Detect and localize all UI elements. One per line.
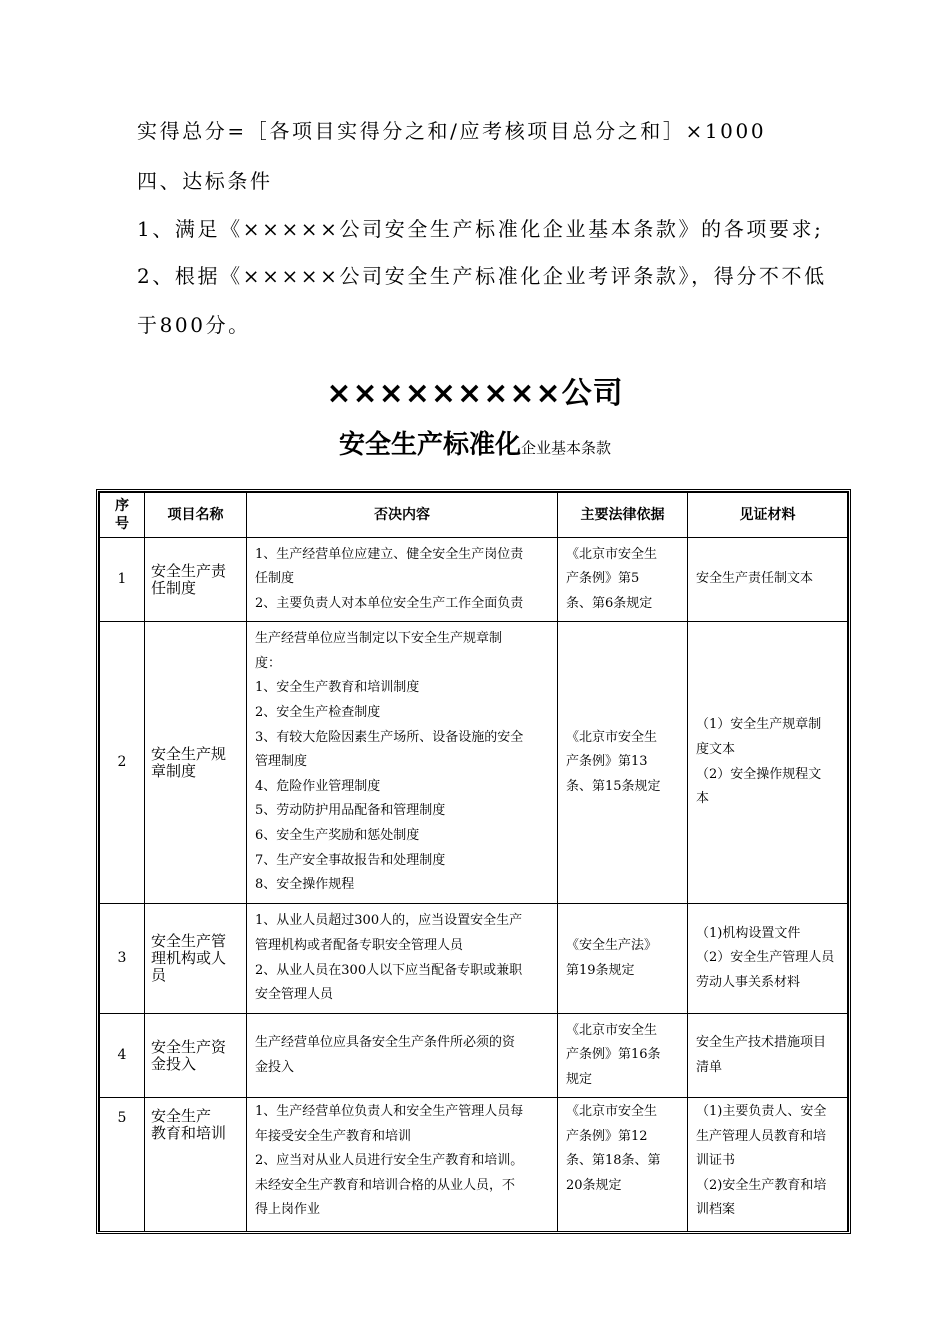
- cell-legal-basis: [558, 1098, 688, 1235]
- cell-line: 5、劳动防护用品配备和管理制度: [255, 803, 446, 819]
- cell-line: 规定: [566, 1071, 593, 1087]
- cell-line: 《北京市安全生: [566, 729, 658, 745]
- cell-item-name: [145, 1014, 247, 1098]
- cell-line: （1)主要负责人、安全: [696, 1104, 827, 1119]
- cell-veto-content: [247, 538, 558, 622]
- cell-line: 得上岗作业: [255, 1202, 321, 1218]
- table-row: [100, 1098, 848, 1235]
- cell-veto-content: [247, 622, 558, 904]
- cell-line: 安全生产规: [151, 744, 227, 763]
- table-row: [100, 622, 848, 904]
- cell-veto-content: [247, 1098, 558, 1235]
- cell-line: 金投入: [255, 1059, 295, 1075]
- cell-line: 安全生产责任制文本: [696, 571, 814, 587]
- cell-evidence: [688, 538, 848, 622]
- cell-line: 1、安全生产教育和培训制度: [255, 680, 420, 696]
- table-row: [100, 904, 848, 1014]
- cell-line: 产条例》第5: [566, 571, 640, 587]
- cell-line: 教育和培训: [151, 1124, 227, 1142]
- cell-line: 安全管理人员: [255, 987, 334, 1003]
- cell-seq: 4: [100, 1014, 145, 1098]
- cell-line: 《北京市安全生: [566, 1022, 658, 1038]
- cell-item-name: [145, 538, 247, 622]
- header-veto-content: 否决内容: [247, 493, 558, 538]
- cell-evidence: [688, 904, 848, 1014]
- cell-line: 金投入: [151, 1054, 197, 1073]
- cell-seq: 1: [100, 538, 145, 622]
- paragraph-section-heading: 四、达标条件: [137, 169, 273, 193]
- cell-line: 安全生产管: [151, 932, 227, 950]
- cell-line: 1、从业人员超过300人的，应当设置安全生产: [255, 913, 523, 929]
- cell-line: （2）安全操作规程文: [696, 766, 822, 782]
- cell-line: （1)机构设置文件: [696, 925, 801, 941]
- cell-line: 条、第15条规定: [566, 778, 661, 794]
- cell-evidence: [688, 1098, 848, 1235]
- cell-legal-basis: [558, 1014, 688, 1098]
- cell-line: 章制度: [151, 761, 197, 780]
- paragraph-score-formula: 实得总分=［各项目实得分之和/应考核项目总分之和］×1000: [137, 119, 767, 143]
- company-title: ×××××××××公司: [326, 376, 624, 411]
- cell-line: 1、生产经营单位应建立、健全安全生产岗位责: [255, 546, 524, 562]
- cell-line: 7、生产安全事故报告和处理制度: [255, 852, 446, 868]
- cell-line: 任制度: [151, 578, 197, 597]
- cell-veto-content: [247, 904, 558, 1014]
- table-row: [100, 538, 848, 622]
- cell-line: 理机构或人: [151, 949, 227, 967]
- cell-line: 训档案: [696, 1202, 736, 1218]
- cell-line: 安全生产资: [151, 1037, 227, 1056]
- cell-legal-basis: [558, 538, 688, 622]
- cell-seq: 2: [100, 622, 145, 904]
- cell-item-name: [145, 622, 247, 904]
- cell-line: 安全生产: [151, 1107, 212, 1125]
- header-seq: 序号: [100, 493, 145, 538]
- cell-legal-basis: [558, 904, 688, 1014]
- cell-line: 任制度: [255, 571, 295, 587]
- cell-evidence: [688, 622, 848, 904]
- document-title-main: 安全生产标准化: [338, 430, 521, 460]
- cell-line: 2、应当对从业人员进行安全生产教育和培训。: [255, 1153, 524, 1169]
- cell-line: 未经安全生产教育和培训合格的从业人员，不: [255, 1177, 516, 1193]
- cell-line: 生产经营单位应当制定以下安全生产规章制: [255, 631, 503, 647]
- cell-line: 2、主要负责人对本单位安全生产工作全面负责: [255, 595, 524, 611]
- cell-line: 3、有较大危险因素生产场所、设备设施的安全: [255, 729, 524, 745]
- document-title-sub: 企业基本条款: [521, 439, 612, 457]
- cell-line: 《北京市安全生: [566, 1104, 658, 1119]
- cell-line: 训证书: [696, 1153, 736, 1169]
- cell-line: 条、第6条规定: [566, 595, 653, 611]
- cell-line: （1）安全生产规章制: [696, 717, 822, 733]
- cell-item-name: [145, 904, 247, 1014]
- cell-line: 1、生产经营单位负责人和安全生产管理人员每: [255, 1104, 524, 1119]
- cell-line: 安全生产技术措施项目: [696, 1034, 827, 1050]
- cell-line: 清单: [696, 1059, 723, 1075]
- paragraph-condition-2: 2、根据《×××××公司安全生产标准化企业考评条款》，得分不不低: [137, 264, 827, 288]
- cell-line: 6、安全生产奖励和惩处制度: [255, 827, 420, 843]
- cell-line: 员: [151, 966, 167, 984]
- cell-line: 2、安全生产检查制度: [255, 705, 381, 721]
- cell-line: 8、安全操作规程: [255, 877, 355, 893]
- cell-line: 本: [696, 791, 710, 807]
- header-evidence: 见证材料: [688, 493, 848, 538]
- cell-line: 2、从业人员在300人以下应当配备专职或兼职: [255, 962, 523, 978]
- cell-line: 管理制度: [255, 754, 308, 770]
- cell-line: 4、危险作业管理制度: [255, 778, 381, 794]
- cell-line: 20条规定: [566, 1177, 622, 1193]
- cell-seq: 3: [100, 904, 145, 1014]
- cell-line: 年接受安全生产教育和培训: [255, 1128, 412, 1144]
- cell-line: 度：: [255, 655, 282, 671]
- cell-line: 生产经营单位应具备安全生产条件所必须的资: [255, 1034, 516, 1050]
- paragraph-condition-2-cont: 于800分。: [137, 313, 251, 337]
- cell-line: （2）安全生产管理人员: [696, 950, 835, 966]
- cell-line: 产条例》第16条: [566, 1047, 661, 1063]
- clauses-table: [99, 492, 848, 1234]
- cell-seq: 5: [100, 1098, 145, 1235]
- cell-line: （2)安全生产教育和培: [696, 1177, 827, 1193]
- cell-item-name: [145, 1098, 247, 1235]
- cell-line: 产条例》第13: [566, 754, 648, 770]
- cell-line: 生产管理人员教育和培: [696, 1128, 827, 1144]
- cell-line: 度文本: [696, 741, 736, 757]
- table-row: [100, 1014, 848, 1098]
- cell-evidence: [688, 1014, 848, 1098]
- header-legal-basis: 主要法律依据: [558, 493, 688, 538]
- document-title: [0, 424, 950, 461]
- paragraph-condition-1: 1、满足《×××××公司安全生产标准化企业基本条款》的各项要求;: [137, 217, 824, 241]
- cell-legal-basis: [558, 622, 688, 904]
- cell-line: 管理机构或者配备专职安全管理人员: [255, 937, 464, 953]
- header-item-name: 项目名称: [145, 493, 247, 538]
- clauses-table-frame: [96, 489, 851, 1234]
- cell-line: 第19条规定: [566, 962, 635, 978]
- cell-line: 产条例》第12: [566, 1128, 648, 1144]
- table-header-row: [100, 493, 848, 538]
- cell-line: 《北京市安全生: [566, 546, 658, 562]
- cell-line: 《安全生产法》: [566, 937, 658, 953]
- cell-veto-content: [247, 1014, 558, 1098]
- cell-line: 条、第18条、第: [566, 1153, 661, 1169]
- cell-line: 劳动人事关系材料: [696, 974, 801, 990]
- cell-line: 安全生产责: [151, 561, 227, 580]
